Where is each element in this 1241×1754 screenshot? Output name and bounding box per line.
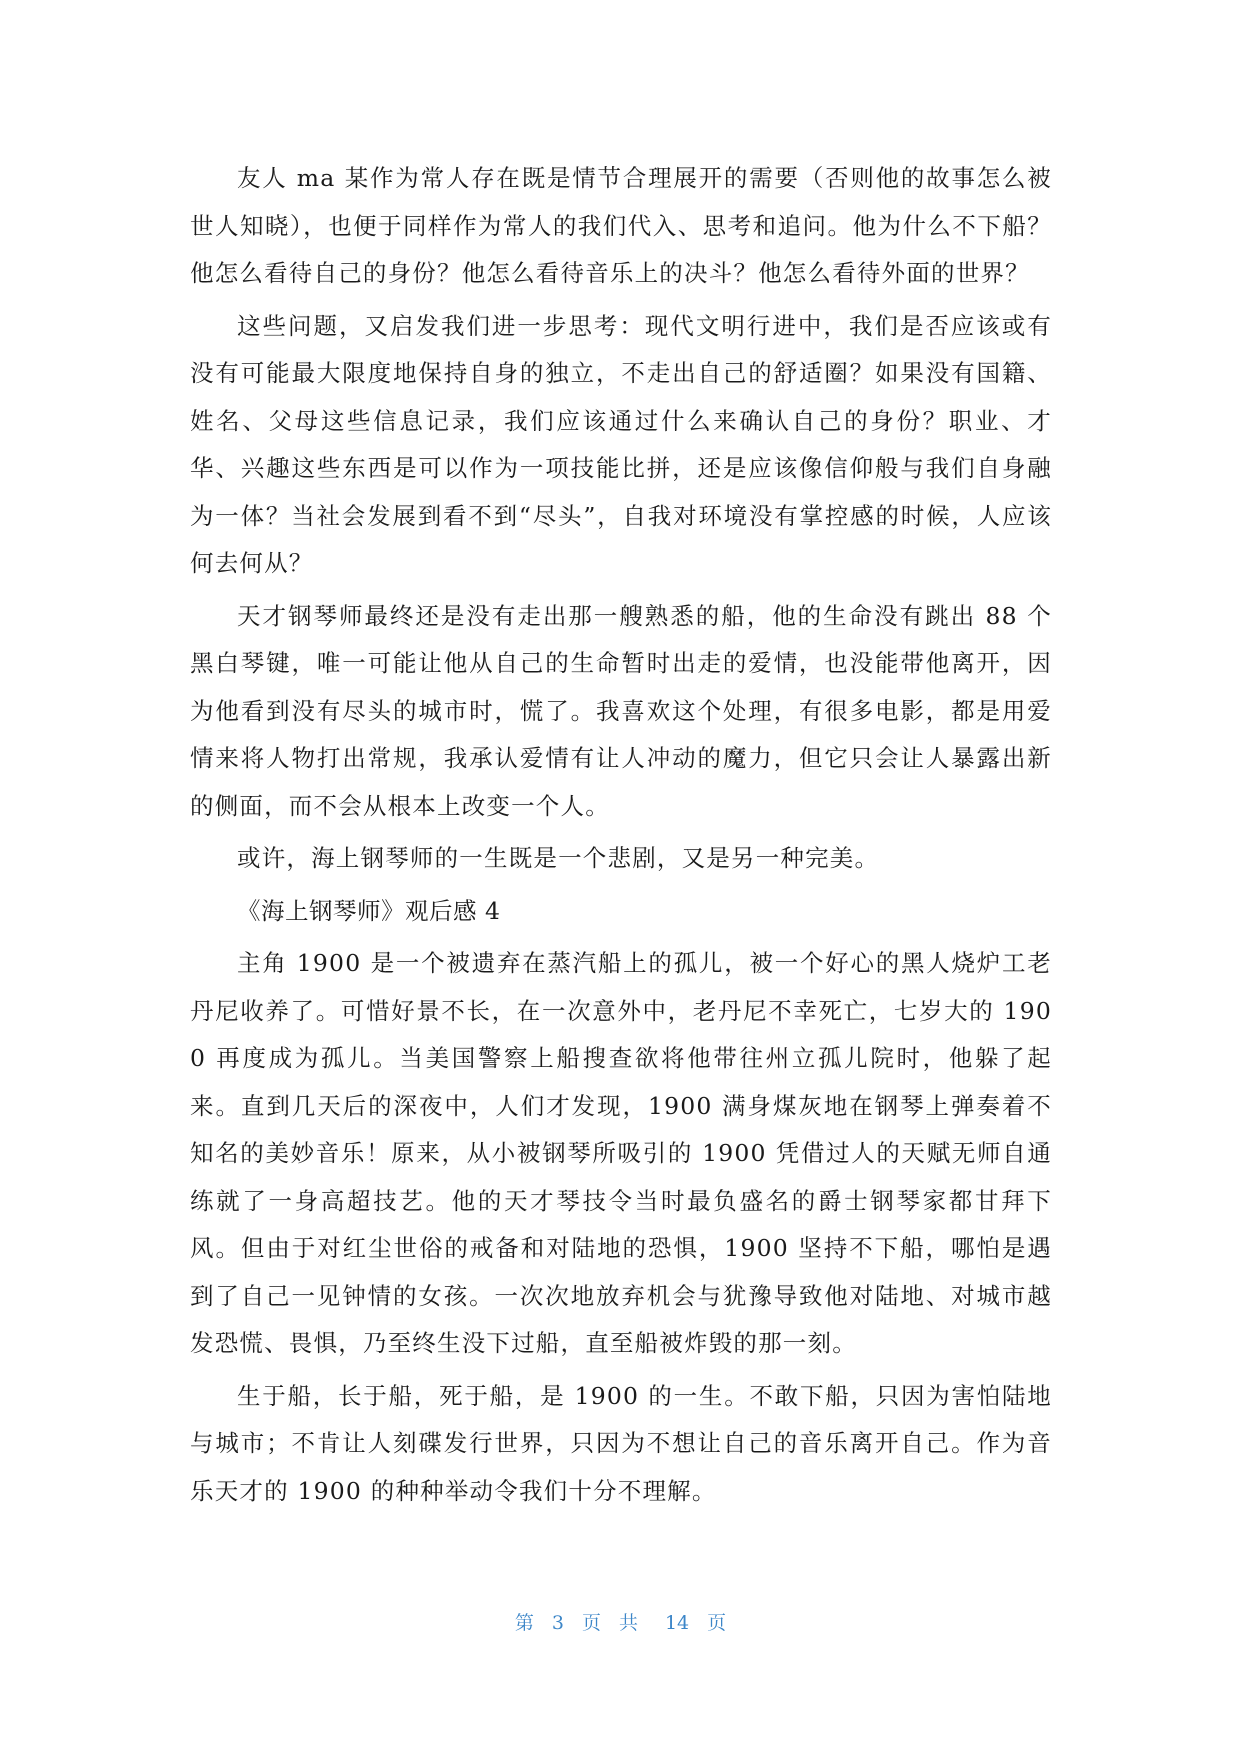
paragraph-2: 这些问题，又启发我们进一步思考：现代文明行进中，我们是否应该或有没有可能最大限度地保持自身的独立，不走出自己的舒适圈？如果没有国籍、姓名、父母这些信息记录，我们应该通过什么来确认自己的身份？职业、才华、兴趣这些东西是可以作为一项技能比拼，还是应该像信仰般与我们自身融为一体？当社会发展到看不到“尽头”，自我对环境没有掌控感的时候，人应该何去何从？ — [190, 311, 1052, 577]
footer-current-page: 3 — [551, 1612, 564, 1634]
footer-total-pages: 14 — [664, 1612, 690, 1634]
paragraph-6: 生于船，长于船，死于船，是 1900 的一生。不敢下船，只因为害怕陆地与城市；不肯让人刻碟发行世界，只因为不想让自己的音乐离开自己。作为音乐天才的 1900 的种种举动令我们十分不理解。 — [190, 1381, 1052, 1505]
section-heading: 《海上钢琴师》观后感 4 — [237, 896, 501, 925]
paragraph-1: 友人 ma 某作为常人存在既是情节合理展开的需要（否则他的故事怎么被世人知晓），也便于同样作为常人的我们代入、思考和追问。他为什么不下船？他怎么看待自己的身份？他怎么看待音乐上的决斗？他怎么看待外面的世界？ — [190, 164, 1052, 287]
paragraph-5: 主角 1900 是一个被遗弃在蒸汽船上的孤儿，被一个好心的黑人烧炉工老丹尼收养了。可惜好景不长，在一次意外中，老丹尼不幸死亡，七岁大的 1900 再度成为孤儿。当美国警察上船搜查欲将他带往州立孤儿院时，他躲了起来。直到几天后的深夜中，人们才发现，1900 满身煤灰地在钢琴上弹奏着不知名的美妙音乐！原来，从小被钢琴所吸引的 1900 凭借过人的天赋无师自通练就了一身高超技艺。他的天才琴技令当时最负盛名的爵士钢琴家都甘拜下风。但由于对红尘世俗的戒备和对陆地的恐惧，1900 坚持不下船，哪怕是遇到了自己一见钟情的女孩。一次次地放弃机会与犹豫导致他对陆地、对城市越发恐慌、畏惧，乃至终生没下过船，直至船被炸毁的那一刻。 — [190, 949, 1052, 1357]
page-footer — [0, 1608, 1241, 1635]
footer-middle: 页共 — [581, 1612, 656, 1634]
paragraph-4: 或许，海上钢琴师的一生既是一个悲剧，又是另一种完美。 — [237, 844, 880, 872]
document-body — [190, 155, 1052, 1520]
footer-suffix: 页 — [707, 1612, 727, 1634]
paragraph-3: 天才钢琴师最终还是没有走出那一艘熟悉的船，他的生命没有跳出 88 个黑白琴键，唯一可能让他从自己的生命暂时出走的爱情，也没能带他离开，因为他看到没有尽头的城市时，慌了。我喜欢这个处理，有很多电影，都是用爱情来将人物打出常规，我承认爱情有让人冲动的魔力，但它只会让人暴露出新的侧面，而不会从根本上改变一个人。 — [190, 601, 1052, 820]
footer-prefix: 第 — [514, 1612, 534, 1634]
